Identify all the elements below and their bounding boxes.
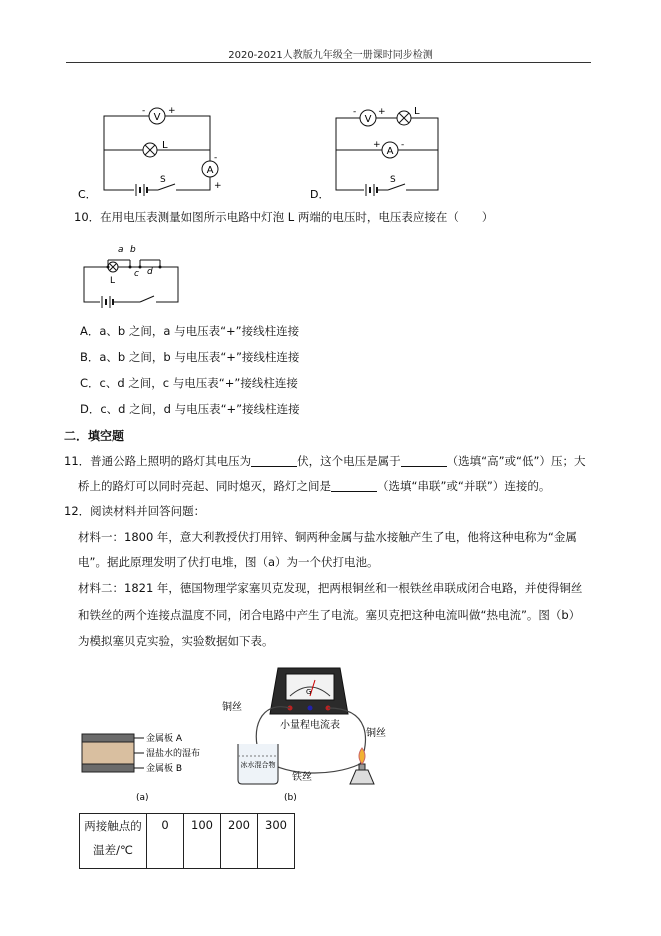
question-12-stem: 12．阅读材料并回答问题： [64, 504, 206, 518]
beaker-label: 冰水混合物 [240, 761, 276, 769]
table-header-cell [80, 814, 147, 869]
table-row [80, 814, 295, 869]
question-11-part-4: 桥上的路灯可以同时亮起、同时熄灭，路灯之间是 [78, 479, 331, 493]
voltmeter-plus-c: + [168, 106, 176, 116]
header-rule [66, 62, 591, 63]
voltmeter-minus-c: - [142, 106, 146, 116]
circuit-diagram-c [78, 104, 223, 200]
copper-wire-label-right: 铜丝 [366, 728, 386, 739]
figure-a-voltaic-cell [80, 728, 215, 804]
iron-wire-label: 铁丝 [292, 772, 312, 783]
galvanometer-mark: G [306, 688, 312, 696]
figure-b-caption: (b) [284, 793, 297, 803]
wet-cloth-label: 湿盐水的湿布 [146, 749, 201, 759]
data-table [79, 813, 295, 869]
ammeter-minus-d: - [401, 140, 405, 150]
question-10-option-c: C．c、d 之间，c 与电压表“+”接线柱连接 [80, 376, 298, 390]
option-label-d: D． [310, 188, 330, 200]
voltmeter-symbol-d: V [364, 114, 372, 125]
page-header: 2020-2021人教版九年级全一册课时同步检测 [228, 50, 433, 61]
question-11-part-2: 伏，这个电压是属于 [297, 454, 401, 468]
question-11-part-5: （选填“串联”或“并联”）连接的。 [377, 479, 551, 493]
copper-wire-label-left: 铜丝 [222, 702, 242, 713]
voltmeter-plus-d: + [378, 107, 386, 117]
table-cell: 100 [184, 814, 221, 869]
circuit-diagram-d [308, 104, 453, 200]
point-a-label: a [118, 245, 124, 255]
switch-label-c: S [160, 175, 166, 185]
figure-b-seebeck-experiment [220, 660, 400, 804]
table-cell: 200 [221, 814, 258, 869]
material-2-line-2: 和铁丝的两个连接点温度不同，闭合电路中产生了电流。塞贝克把这种电流叫做“热电流”。图（b） [78, 608, 581, 622]
answer-blank-1[interactable] [251, 454, 297, 467]
plate-b-label: 金属板 B [146, 764, 183, 774]
question-11-part-1: 11．普通公路上照明的路灯其电压为 [64, 454, 252, 468]
question-11-line-2 [78, 479, 550, 493]
table-cell: 300 [258, 814, 295, 869]
galvanometer-label: 小量程电流表 [280, 720, 340, 731]
ammeter-symbol-d: A [386, 146, 394, 157]
ammeter-symbol-c: A [206, 165, 214, 176]
voltmeter-minus-d: - [353, 107, 357, 117]
question-10-option-d: D．c、d 之间，d 与电压表“+”接线柱连接 [80, 402, 300, 416]
circuit-diagram-q10 [80, 236, 185, 308]
lamp-label-d: L [414, 106, 420, 117]
material-2-line-3: 为模拟塞贝克实验，实验数据如下表。 [78, 634, 274, 648]
table-cell: 0 [147, 814, 184, 869]
table-header-line-2: 温差/℃ [93, 843, 133, 857]
material-2-line-1: 材料二：1821 年，德国物理学家塞贝克发现，把两根铜丝和一根铁丝串联成闭合电路，并使得铜丝 [78, 581, 583, 595]
section-title-fill-blank: 二．填空题 [64, 429, 125, 443]
voltmeter-symbol-c: V [153, 112, 161, 123]
question-10-option-a: A．a、b 之间，a 与电压表“+”接线柱连接 [80, 324, 300, 338]
point-c-label: c [134, 269, 139, 279]
material-1-line-2: 电”。据此原理发明了伏打电堆，图（a）为一个伏打电池。 [78, 555, 379, 569]
table-header-line-1: 两接触点的 [84, 819, 142, 833]
lamp-label-q10: L [110, 276, 116, 286]
question-11-line-1 [64, 454, 585, 468]
ammeter-plus-c: + [214, 181, 222, 191]
answer-blank-3[interactable] [331, 479, 377, 492]
lamp-label-c: L [162, 140, 168, 151]
ammeter-plus-d: + [373, 140, 381, 150]
question-10-stem: 10．在用电压表测量如图所示电路中灯泡 L 两端的电压时，电压表应接在（ ） [74, 210, 494, 224]
switch-label-d: S [390, 175, 396, 185]
option-label-c: C． [78, 188, 97, 200]
ammeter-minus-c: - [214, 153, 218, 163]
figure-a-caption: (a) [136, 793, 149, 803]
point-b-label: b [130, 245, 136, 255]
question-11-part-3: （选填“高”或“低”）压；大 [446, 454, 586, 468]
question-10-option-b: B．a、b 之间，b 与电压表“+”接线柱连接 [80, 350, 300, 364]
answer-blank-2[interactable] [401, 454, 447, 467]
material-1-line-1: 材料一：1800 年，意大利教授伏打用锌、铜两种金属与盐水接触产生了电，他将这种电称为“金属 [78, 530, 577, 544]
plate-a-label: 金属板 A [146, 734, 183, 744]
point-d-label: d [147, 267, 153, 277]
